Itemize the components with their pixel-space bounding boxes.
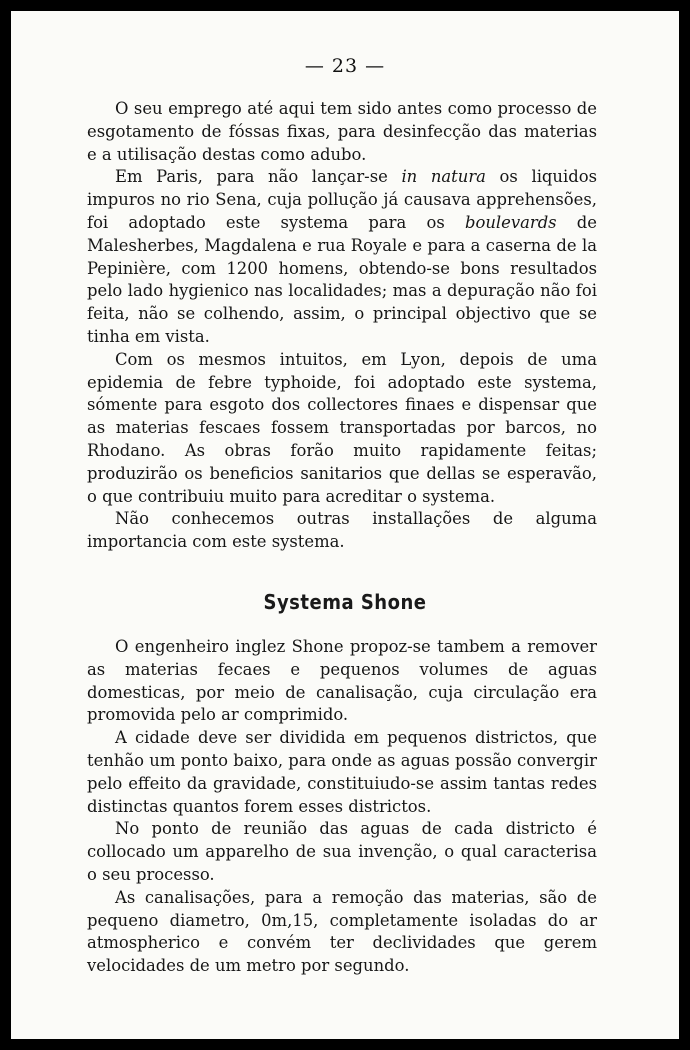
- paragraph: As canalisações, para a remoção das materias, são de pequeno diametro, 0m,15, completamente isoladas do ar atmospherico e convém ter declividades que gerem velocidades de um metro por segundo.: [87, 887, 597, 976]
- section-one-body: [87, 98, 597, 554]
- paragraph: No ponto de reunião das aguas de cada districto é collocado um apparelho de sua invenção, o qual caracterisa o seu processo.: [87, 819, 597, 884]
- paragraph: Não conhecemos outras installações de alguma importancia com este systema.: [87, 509, 597, 552]
- section-two-body: [87, 636, 597, 978]
- paragraph: A cidade deve ser dividida em pequenos districtos, que tenhão um ponto baixo, para onde as aguas possão convergir pelo effeito da gravidade, constituiudo-se assim tantas redes distinctas quantos forem esses districtos.: [87, 728, 597, 816]
- italic-term: boulevards: [464, 212, 557, 232]
- paragraph-text: Em Paris, para não lançar-se: [115, 167, 402, 187]
- book-page: [11, 11, 679, 1039]
- italic-term: in natura: [401, 167, 486, 187]
- paragraph-paris: [87, 166, 597, 348]
- paragraph: Com os mesmos intuitos, em Lyon, depois de uma epidemia de febre typhoide, foi adoptado este systema, sómente para esgoto dos collectores finaes e dispensar que as materias fescaes fossem transportadas por barcos, no Rhodano. As obras forão muito rapidamente feitas; produzirão os beneficios sanitarios que dellas se esperavão, o que contribuiu muito para acreditar o systema.: [87, 349, 597, 506]
- paragraph: O seu emprego até aqui tem sido antes como processo de esgotamento de fóssas fixas, para desinfecção das materias e a utilisação destas como adubo.: [87, 99, 597, 164]
- paragraph-text: de Malesherbes, Magdalena e rua Royale e para a caserna de la Pepinière, com 1200 homens, obtendo-se bons resultados pelo lado hygienico nas localidades; mas a depuração não foi feita, não se colhendo, assim, o principal objectivo que se tinha em vista.: [87, 212, 598, 346]
- page-number: — 23 —: [304, 55, 386, 77]
- paragraph: O engenheiro inglez Shone propoz-se tambem a remover as materias fecaes e pequenos volumes de aguas domesticas, por meio de canalisação, cuja circulação era promovida pelo ar comprimido.: [87, 637, 597, 725]
- paragraph-text: os liquidos impuros no rio Sena, cuja pollução já causava apprehensões, foi adoptado este systema para os: [87, 167, 597, 232]
- section-heading: Systema Shone: [263, 590, 427, 614]
